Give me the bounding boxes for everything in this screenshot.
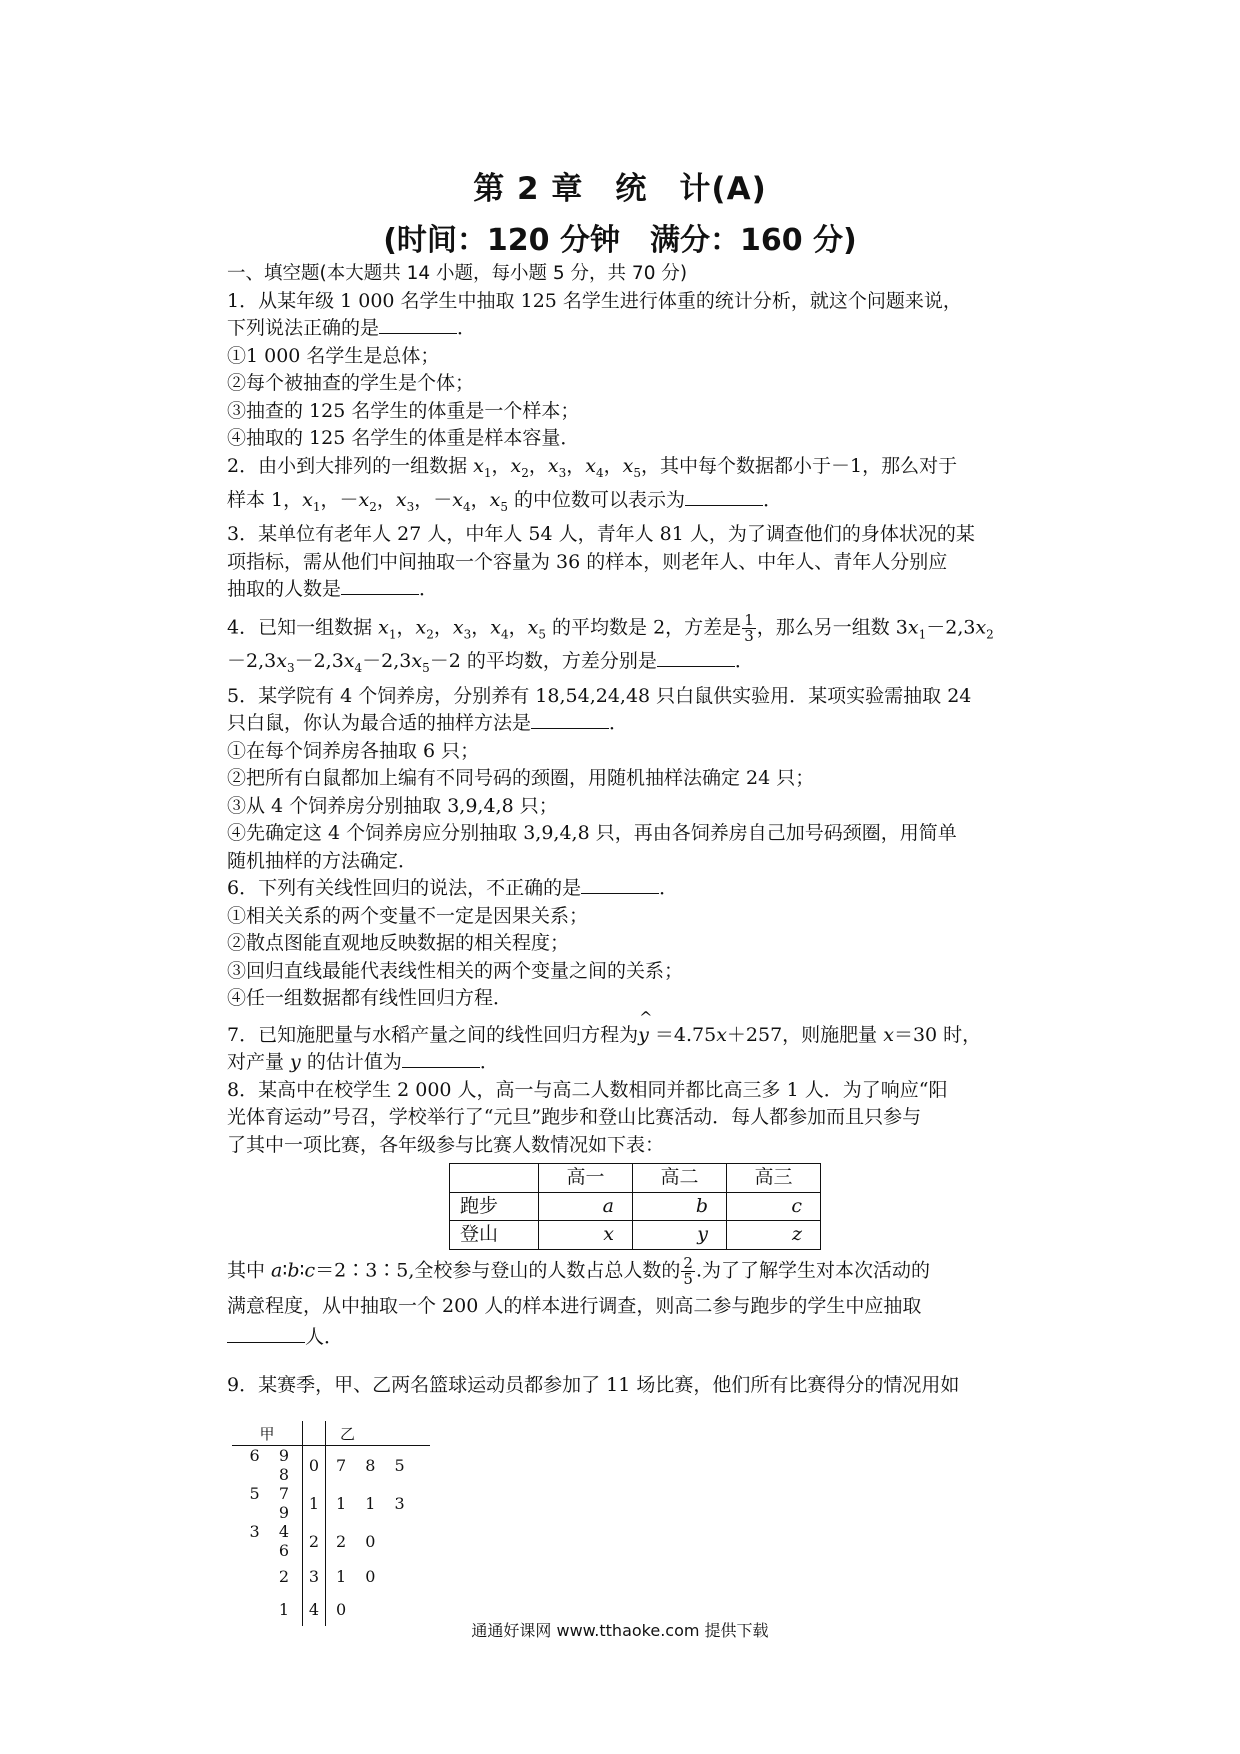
q1-option-3: ③抽查的 125 名学生的体重是一个样本； xyxy=(227,399,580,422)
q8-line2: 光体育运动”号召，学校举行了“元旦”跑步和登山比赛活动．每人都参加而且只参与 xyxy=(227,1106,922,1129)
q6-option-4: ④任一组数据都有线性回归方程． xyxy=(227,987,513,1010)
q8-line3: 了其中一项比赛，各年级参与比赛人数情况如下表： xyxy=(227,1133,665,1156)
exam-content xyxy=(227,260,1057,1399)
table-cell: x xyxy=(539,1221,633,1250)
q7-line2: 对产量 y 的估计值为 ． xyxy=(227,1051,499,1074)
q7-line1: 7．已知施肥量与水稻产量之间的线性回归方程为^ y ＝4.75x＋257，则施肥量 x＝30 时， xyxy=(227,1022,1057,1050)
answer-blank xyxy=(657,652,735,667)
q1-option-1: ①1 000 名学生是总体； xyxy=(227,344,440,367)
answer-blank xyxy=(402,1053,480,1068)
q5-option-4: ④先确定这 4 个饲养房应分别抽取 3,9,4,8 只，再由各饲养房自己加号码颈圈，用简单 xyxy=(227,822,957,845)
page-title: 第 2 章 统 计(A) xyxy=(473,171,767,207)
page-subtitle: (时间：120 分钟 满分：160 分) xyxy=(383,223,857,258)
q3-line3: 抽取的人数是 ． xyxy=(227,578,439,601)
table-row-label: 跑步 xyxy=(450,1192,539,1221)
q5-line2: 只白鼠，你认为最合适的抽样方法是 ． xyxy=(227,712,629,735)
table-cell: z xyxy=(727,1221,821,1250)
q1-option-4: ④抽取的 125 名学生的体重是样本容量． xyxy=(227,427,580,449)
answer-blank xyxy=(531,714,609,729)
table-cell: c xyxy=(727,1192,821,1221)
q1-line2: 下列说法正确的是 ． xyxy=(227,317,477,339)
q2-line1: 2．由小到大排列的一组数据 $x_1$，$x_2$，$x_3$，$x_4$，$x_5$，其中每个数据都小于－1，那么对于 xyxy=(227,454,958,480)
q6-option-2: ②散点图能直观地反映数据的相关程度； xyxy=(227,932,570,955)
table-header: 高三 xyxy=(727,1164,821,1193)
table-row xyxy=(450,1221,821,1250)
q8-line4: 其中 a∶b∶c＝2∶3∶5,全校参与登山的人数占总人数的 $\frac{2}{5}$ .为了了解学生对本次活动的 xyxy=(227,1253,931,1288)
table-header-row xyxy=(450,1164,821,1193)
q6-option-1: ①相关关系的两个变量不一定是因果关系； xyxy=(227,904,589,927)
q1-option-2: ②每个被抽查的学生是个体； xyxy=(227,372,475,394)
player-a-label: 甲 xyxy=(232,1421,303,1446)
stem-leaf-header xyxy=(232,1421,430,1446)
stem-leaf-row: 2 3 1 0 xyxy=(232,1560,430,1593)
answer-blank xyxy=(581,879,659,894)
q5-option-4-cont: 随机抽样的方法确定． xyxy=(227,849,418,872)
q5-line1: 5．某学院有 4 个饲养房，分别养有 18,54,24,48 只白鼠供实验用．某项实验需抽取 24 xyxy=(227,684,972,707)
q8-line6: 人． xyxy=(227,1324,1057,1352)
q9-line1: 9．某赛季，甲、乙两名篮球运动员都参加了 11 场比赛，他们所有比赛得分的情况用如 xyxy=(227,1373,960,1396)
q3-line1: 3．某单位有老年人 27 人，中年人 54 人，青年人 81 人，为了调查他们的身体状况的某 xyxy=(227,523,975,546)
q1-line1: 1．从某年级 1 000 名学生中抽取 125 名学生进行体重的统计分析，就这个问题来说， xyxy=(227,289,962,312)
answer-blank xyxy=(341,580,419,595)
table-row-label: 登山 xyxy=(450,1221,539,1250)
answer-blank xyxy=(379,319,457,334)
q4-line2: $-2,3x_3-2,3x_4-2,3x_5-2$ 的平均数，方差分别是 ． xyxy=(227,650,754,676)
q8-line1: 8．某高中在校学生 2 000 人，高一与高二人数相同并都比高三多 1 人．为了响应“阳 xyxy=(227,1078,948,1101)
q6-option-3: ③回归直线最能代表线性相关的两个变量之间的关系； xyxy=(227,959,684,982)
table-row xyxy=(450,1192,821,1221)
q3-line2: 项指标，需从他们中间抽取一个容量为 36 的样本，则老年人、中年人、青年人分别应 xyxy=(227,550,948,573)
q2-line2: 样本 1，$x_1$，$-x_2$，$x_3$，$-x_4$，$x_5$ 的中位数可以表示为 ． xyxy=(227,488,783,514)
section-heading: 一、填空题(本大题共 14 小题，每小题 5 分，共 70 分) xyxy=(227,263,688,284)
q8-line5: 满意程度，从中抽取一个 200 人的样本进行调查，则高二参与跑步的学生中应抽取 xyxy=(227,1294,922,1317)
footer-text: 通通好课网 www.tthaoke.com 提供下载 xyxy=(471,1621,769,1640)
table-header: 高二 xyxy=(633,1164,727,1193)
stem-leaf-plot xyxy=(232,1421,430,1626)
stem-leaf-row: 3 4 6 2 2 0 xyxy=(249,1522,383,1560)
fraction: $\frac{2}{5}$ xyxy=(683,1253,693,1288)
y-hat: ^ y xyxy=(638,1022,649,1050)
player-b-label: 乙 xyxy=(326,1421,431,1446)
q4-line1: 4．已知一组数据 $x_1$，$x_2$，$x_3$，$x_4$，$x_5$ 的平均数是 2，方差是 $\frac{1}{3}$ ，那么另一组数 $3x_1-2,3x_2$ xyxy=(227,610,994,645)
participation-table xyxy=(449,1163,821,1250)
table-header: 高一 xyxy=(539,1164,633,1193)
q5-option-1: ①在每个饲养房各抽取 6 只； xyxy=(227,739,480,762)
fraction: $\frac{1}{3}$ xyxy=(744,610,754,645)
stem-leaf-row: 5 7 9 1 1 1 3 xyxy=(249,1484,412,1522)
table-cell: b xyxy=(633,1192,727,1221)
q6-line1: 6．下列有关线性回归的说法，不正确的是 ． xyxy=(227,877,679,900)
table-cell: y xyxy=(633,1221,727,1250)
table-cell: a xyxy=(539,1192,633,1221)
stem-leaf-row: 6 9 8 0 7 8 5 xyxy=(249,1446,412,1484)
stem-leaf-row: 1 4 0 xyxy=(232,1593,430,1626)
q5-option-2: ②把所有白鼠都加上编有不同号码的颈圈，用随机抽样法确定 24 只； xyxy=(227,767,815,790)
answer-blank xyxy=(685,491,763,506)
q5-option-3: ③从 4 个饲养房分别抽取 3,9,4,8 只； xyxy=(227,794,558,817)
answer-blank xyxy=(227,1328,305,1343)
